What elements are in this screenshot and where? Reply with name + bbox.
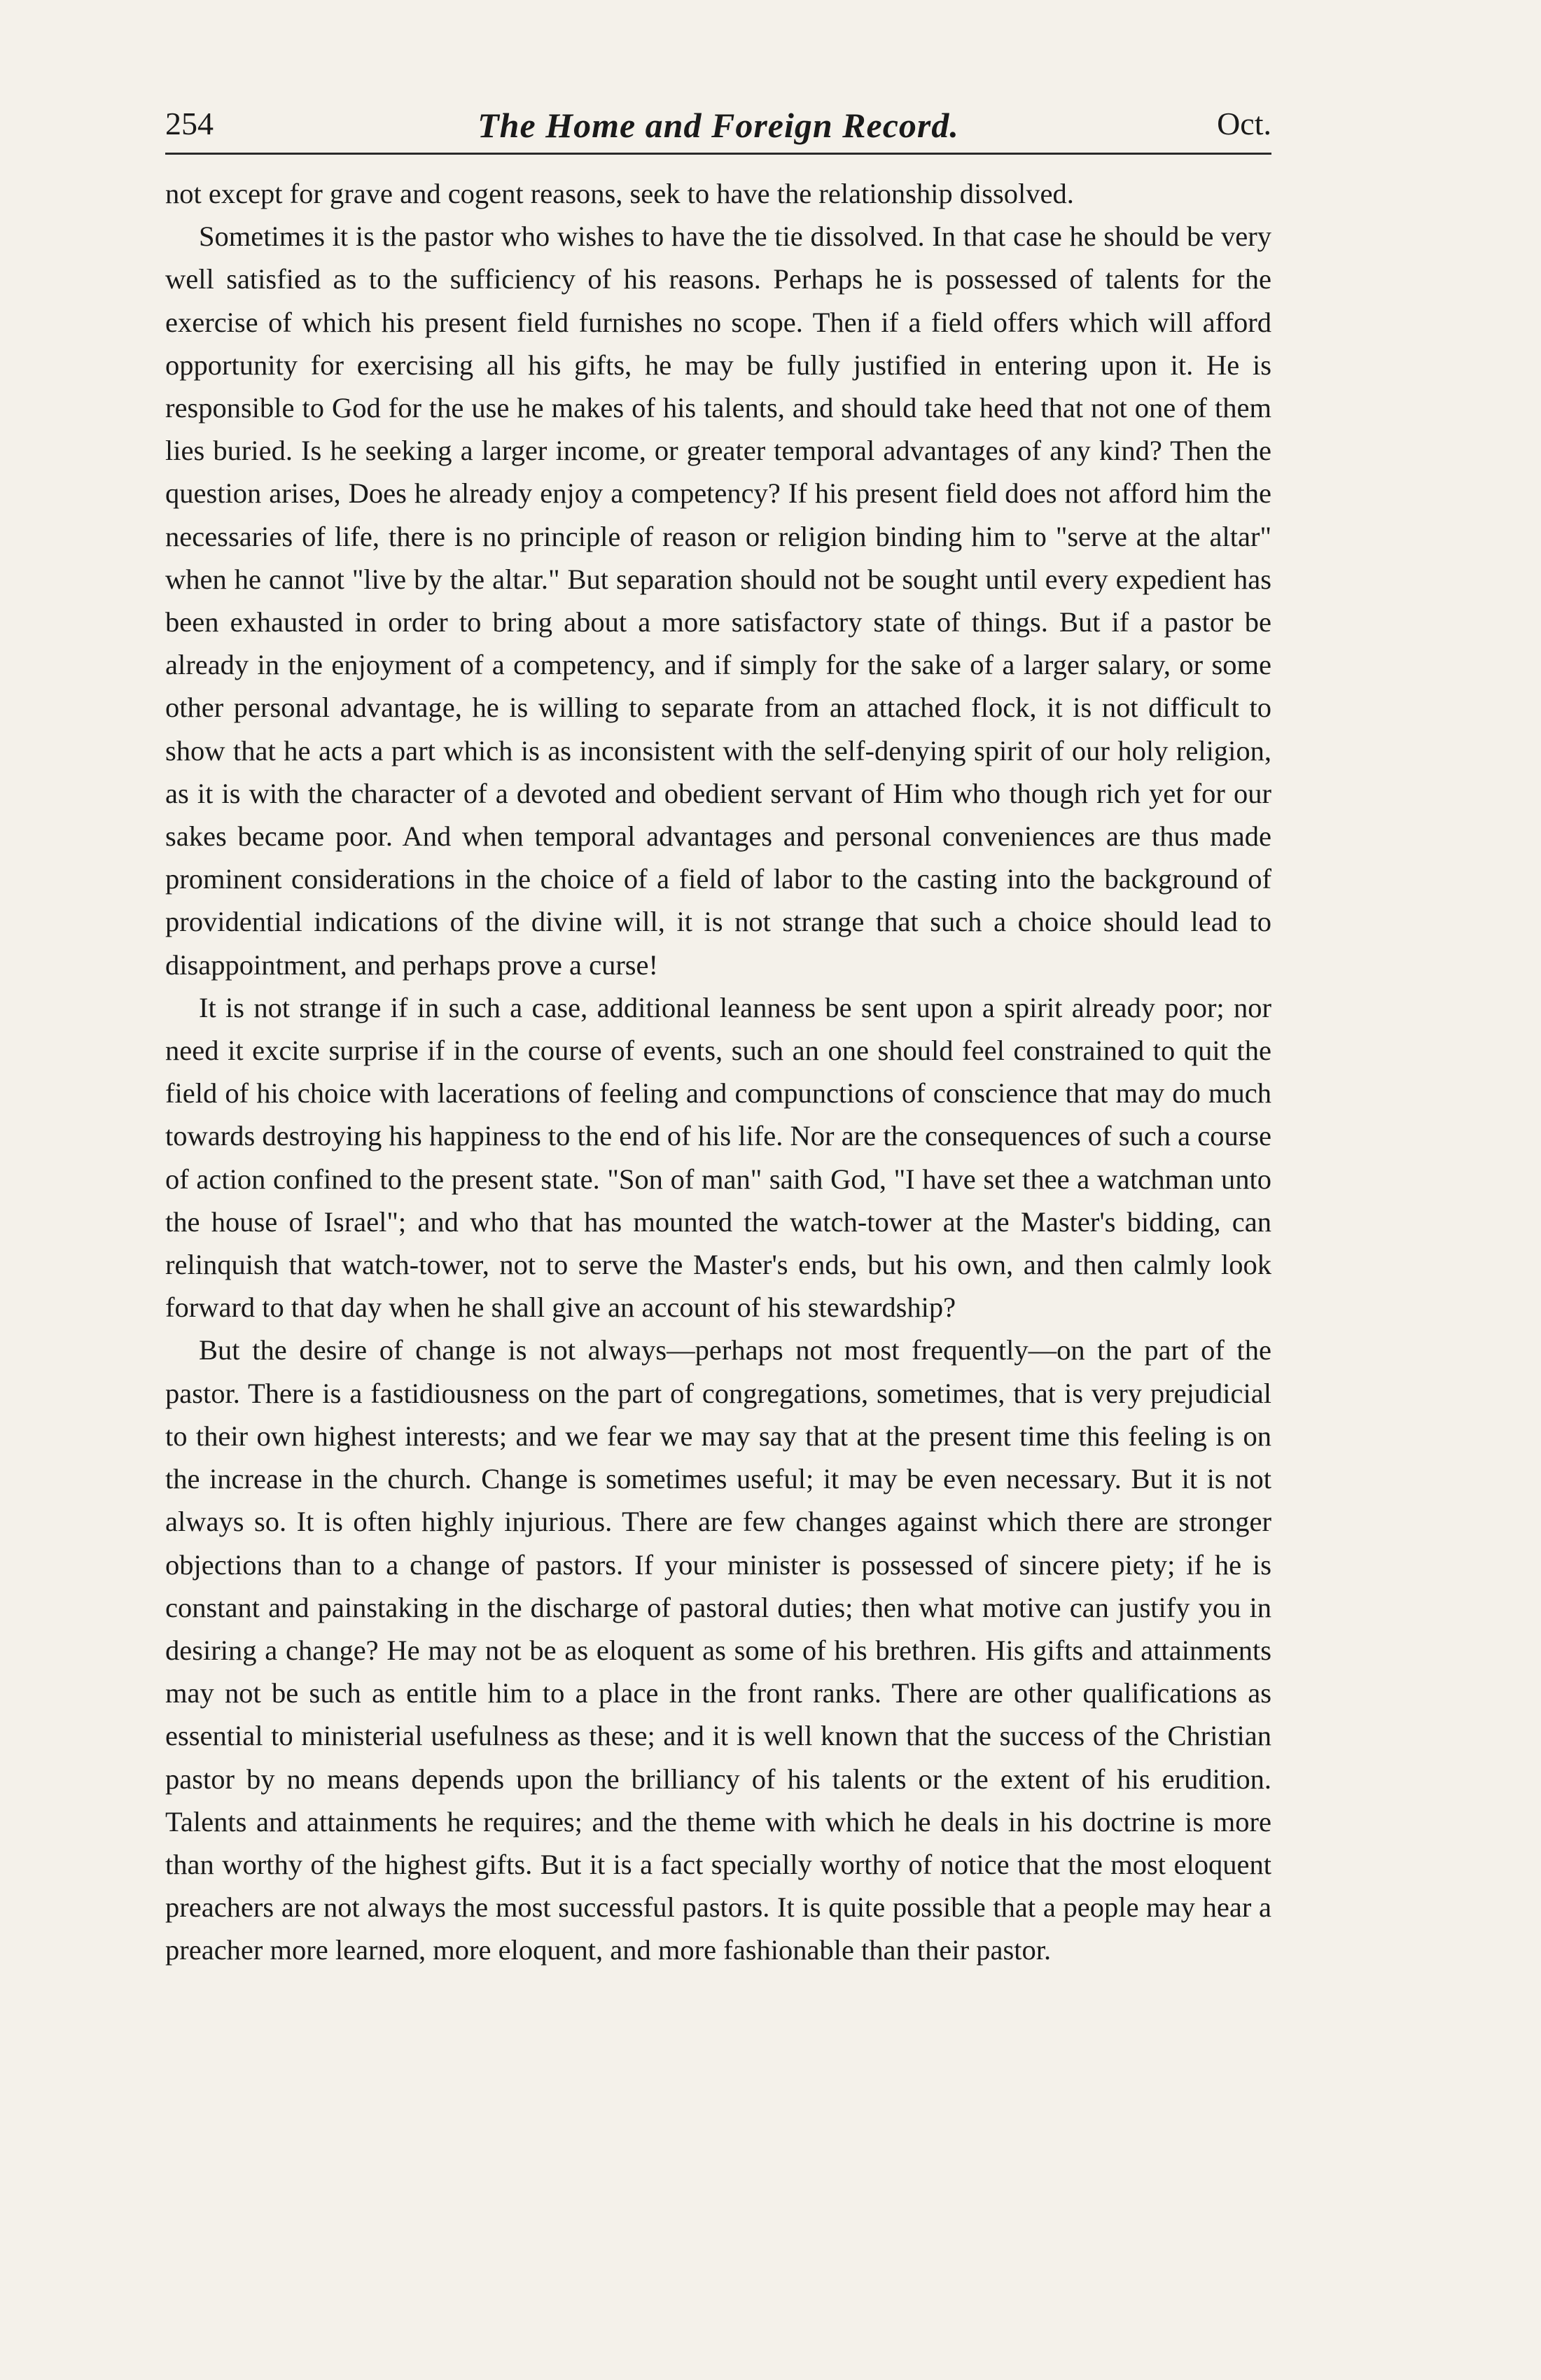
page-header bbox=[165, 105, 1271, 154]
article-body bbox=[165, 172, 1271, 1972]
paragraph: Sometimes it is the pastor who wishes to have the tie dissolved. In that case he should be very well satisfied as to the sufficiency of his reasons. Perhaps he is possessed of talents for the exercise of which his present field furnishes no scope. Then if a field offers which will afford opportunity for exercising all his gifts, he may be fully justified in entering upon it. He is responsible to God for the use he makes of his talents, and should take heed that not one of them lies buried. Is he seeking a larger income, or greater temporal advantages of any kind? Then the question arises, Does he already enjoy a competency? If his present field does not afford him the necessaries of life, there is no principle of reason or religion binding him to "serve at the altar" when he cannot "live by the altar." But separation should not be sought until every expedient has been exhausted in order to bring about a more satisfactory state of things. But if a pastor be already in the enjoyment of a competency, and if simply for the sake of a larger salary, or some other personal advantage, he is willing to separate from an attached flock, it is not difficult to show that he acts a part which is as inconsistent with the self-denying spirit of our holy religion, as it is with the character of a devoted and obedient servant of Him who though rich yet for our sakes became poor. And when temporal advantages and personal conveniences are thus made prominent considerations in the choice of a field of labor to the casting into the background of providential indications of the divine will, it is not strange that such a choice should lead to disappointment, and perhaps prove a curse! bbox=[165, 220, 1271, 981]
running-month: Oct. bbox=[1217, 106, 1271, 141]
header-rule bbox=[165, 153, 1271, 155]
paragraph-continuation: not except for grave and cogent reasons, seek to have the relationship dissolved. bbox=[165, 178, 1074, 209]
paragraph: It is not strange if in such a case, additional leanness be sent upon a spirit already poor; nor need it excite surprise if in the course of events, such an one should feel constrained to quit the field of his choice with lacerations of feeling and compunctions of conscience that may do much towards destroying his happiness to the end of his life. Nor are the consequences of such a course of action confined to the present state. "Son of man" saith God, "I have set thee a watchman unto the house of Israel"; and who that has mounted the watch-tower at the Master's bidding, can relinquish that watch-tower, not to serve the Master's ends, but his own, and then calmly look forward to that day when he shall give an account of his stewardship? bbox=[165, 991, 1271, 1324]
page-number: 254 bbox=[165, 106, 214, 141]
running-title: The Home and Foreign Record. bbox=[477, 106, 959, 145]
paragraph: But the desire of change is not always—perhaps not most frequently—on the part of the pastor. There is a fastidiousness on the part of congregations, sometimes, that is very prejudicial to their own highest interests; and we fear we may say that at the present time this feeling is on the increase in the church. Change is sometimes useful; it may be even necessary. But it is not always so. It is often highly injurious. There are few changes against which there are stronger objections than to a change of pastors. If your minister is possessed of sincere piety; if he is constant and painstaking in the discharge of pastoral duties; then what motive can justify you in desiring a change? He may not be as eloquent as some of his brethren. His gifts and attainments may not be such as entitle him to a place in the front ranks. There are other qualifications as essential to ministerial usefulness as these; and it is well known that the success of the Christian pastor by no means depends upon the brilliancy of his talents or the extent of his erudition. Talents and attainments he requires; and the theme with which he deals in his doctrine is more than worthy of the highest gifts. But it is a fact specially worthy of notice that the most eloquent preachers are not always the most successful pastors. It is quite possible that a people may hear a preacher more learned, more eloquent, and more fashionable than their pastor. bbox=[165, 1334, 1271, 1966]
